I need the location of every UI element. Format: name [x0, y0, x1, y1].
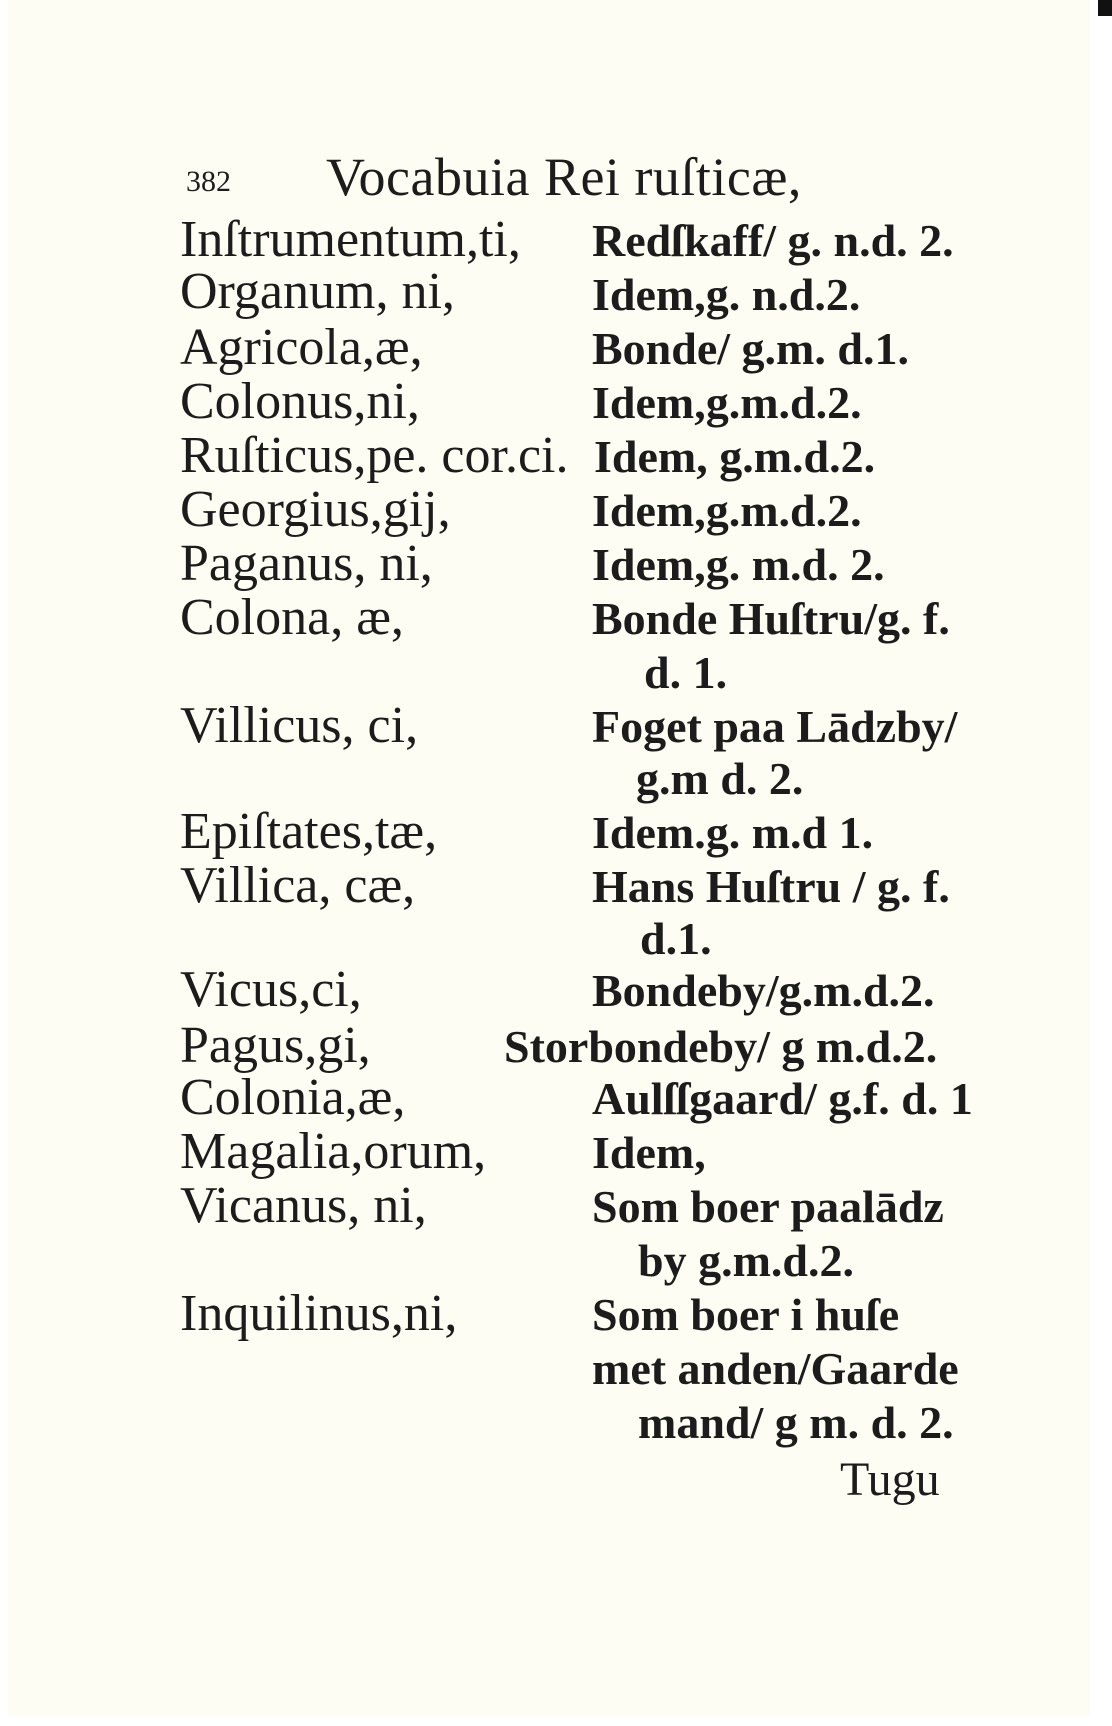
latin-term: Villica, cæ,	[180, 857, 416, 914]
latin-term: Colona, æ,	[180, 589, 404, 646]
danish-term: Aulſſgaard/ g.f. d. 1	[592, 1073, 973, 1124]
book-page	[8, 0, 1090, 1716]
latin-term: Paganus, ni,	[180, 535, 433, 592]
latin-term: Pagus,gi,	[180, 1017, 371, 1074]
danish-term: Som boer i huſe	[592, 1289, 900, 1340]
danish-term-continued: by g.m.d.2.	[638, 1235, 854, 1286]
danish-term: Bonde/ g.m. d.1.	[592, 323, 909, 374]
danish-term: Bonde Huſtru/g. f.	[592, 593, 950, 644]
danish-term: Storbondeby/ g m.d.2.	[504, 1021, 938, 1072]
latin-term: Inſtrumentum,ti,	[180, 211, 521, 268]
danish-term: Bondeby/g.m.d.2.	[592, 965, 935, 1016]
latin-term: Colonus,ni,	[180, 373, 420, 430]
latin-term: Epiſtates,tæ,	[180, 803, 438, 860]
latin-term: Georgius,gij,	[180, 481, 451, 538]
scan-left-margin	[0, 0, 8, 1726]
danish-term-continued: d. 1.	[644, 647, 728, 698]
danish-term: Idem,	[592, 1127, 706, 1178]
latin-term: Vicus,ci,	[180, 961, 362, 1018]
latin-term: Magalia,orum,	[180, 1123, 487, 1180]
page-number: 382	[186, 165, 231, 198]
danish-term-continued: d.1.	[640, 913, 712, 964]
danish-term-continued: g.m d. 2.	[636, 753, 804, 804]
danish-term: Som boer paalādz	[592, 1181, 944, 1232]
latin-term: Organum, ni,	[180, 263, 455, 320]
danish-term: Idem,g.m.d.2.	[592, 377, 862, 428]
danish-term: Idem, g.m.d.2.	[594, 431, 876, 482]
latin-term: Colonia,æ,	[180, 1069, 406, 1126]
danish-term: Redſkaff/ g. n.d. 2.	[592, 215, 954, 266]
latin-term: Ruſticus,pe. cor.ci.	[180, 427, 569, 484]
danish-term: Idem.g. m.d 1.	[592, 807, 874, 858]
danish-term-continued: met anden/Gaarde	[592, 1343, 959, 1394]
latin-term: Villicus, ci,	[180, 697, 419, 754]
danish-term: Idem,g. m.d. 2.	[592, 539, 885, 590]
danish-term: Foget paa Lādzby/	[592, 701, 958, 752]
latin-term: Inquilinus,ni,	[180, 1285, 458, 1342]
latin-term: Vicanus, ni,	[180, 1177, 427, 1234]
danish-term: Hans Huſtru / g. f.	[592, 861, 950, 912]
scan-corner-mark	[1098, 0, 1112, 16]
danish-term: Idem,g.m.d.2.	[592, 485, 862, 536]
running-title: Vocabuia Rei ruſticæ,	[326, 147, 802, 207]
catchword: Tugu	[840, 1453, 940, 1506]
scan-right-margin	[1090, 0, 1112, 1726]
latin-term: Agricola,æ,	[180, 319, 423, 376]
danish-term: Idem,g. n.d.2.	[592, 269, 861, 320]
danish-term-continued: mand/ g m. d. 2.	[638, 1397, 954, 1448]
